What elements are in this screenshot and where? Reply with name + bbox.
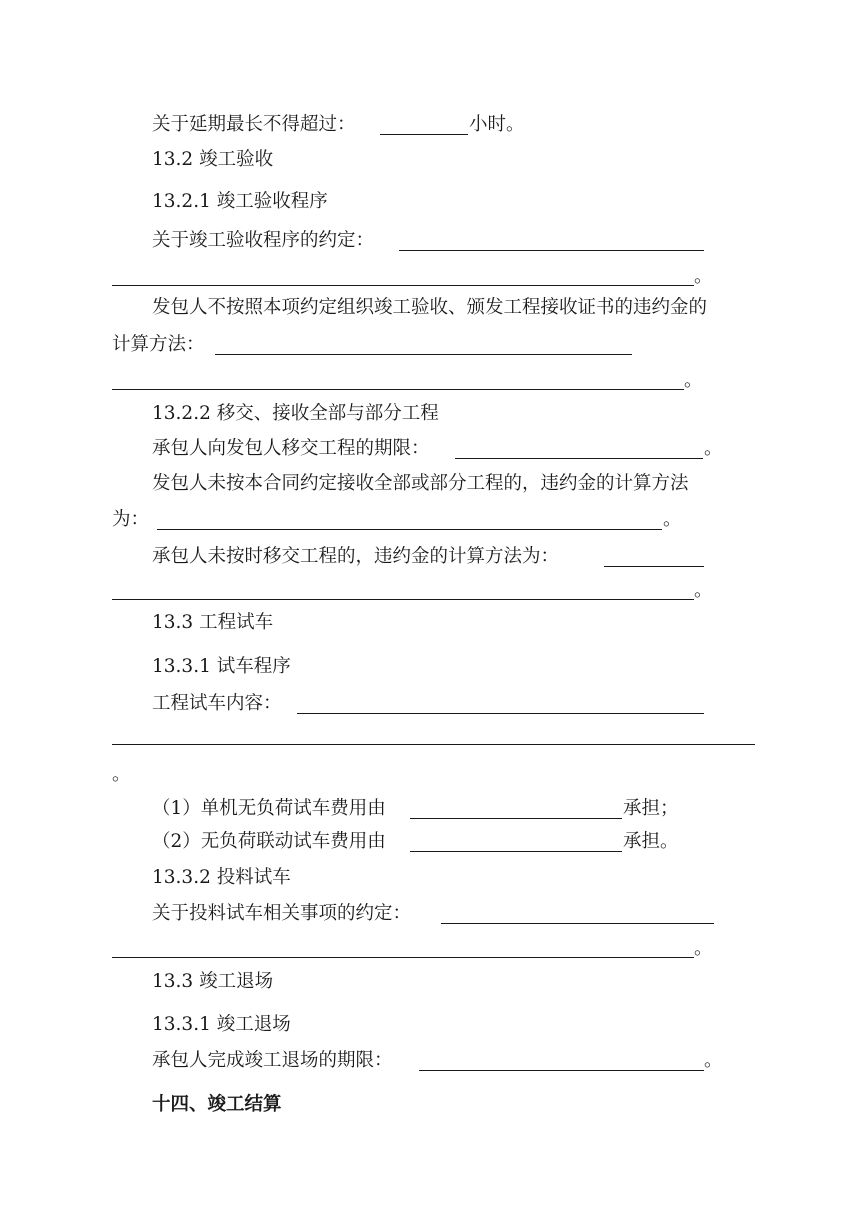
contractor-penalty-blank-2[interactable] — [112, 599, 694, 600]
exit-period-blank[interactable] — [419, 1070, 704, 1071]
material-test-blank-2[interactable] — [112, 957, 694, 958]
contractor-penalty-blank-1[interactable] — [604, 566, 704, 567]
section-13-3-heading: 13.3 工程试车 — [152, 612, 274, 633]
test-run-content-label: 工程试车内容： — [152, 693, 282, 714]
handover-period-label: 承包人向发包人移交工程的期限： — [152, 438, 430, 459]
linked-test-cost-suffix: 承担。 — [623, 831, 679, 852]
acceptance-procedure-blank-2[interactable] — [112, 285, 694, 286]
penalty-text-line1: 发包人不按照本项约定组织竣工验收、颁发工程接收证书的违约金的 — [152, 297, 708, 318]
material-test-label: 关于投料试车相关事项的约定： — [152, 903, 412, 924]
acceptance-procedure-label: 关于竣工验收程序的约定： — [152, 230, 375, 251]
contractor-penalty-label: 承包人未按时移交工程的，违约金的计算方法为： — [152, 546, 560, 567]
period-mark: 。 — [704, 1050, 723, 1071]
delay-limit-unit: 小时。 — [469, 114, 525, 135]
acceptance-procedure-blank-1[interactable] — [399, 250, 704, 251]
period-mark: 。 — [694, 938, 713, 959]
period-mark: 。 — [694, 266, 713, 287]
single-test-cost-blank[interactable] — [410, 818, 622, 819]
section-13-3-2-heading: 13.3.2 投料试车 — [152, 867, 291, 888]
penalty-method-blank-1[interactable] — [215, 354, 632, 355]
section-13-3-exit-heading: 13.3 竣工退场 — [152, 971, 274, 992]
single-test-cost-suffix: 承担； — [623, 798, 679, 819]
delay-limit-label: 关于延期最长不得超过： — [152, 114, 356, 135]
period-mark: 。 — [684, 370, 703, 391]
period-mark: 。 — [704, 438, 723, 459]
section-13-2-2-heading: 13.2.2 移交、接收全部与部分工程 — [152, 403, 439, 424]
delay-limit-blank[interactable] — [380, 134, 468, 135]
handover-period-blank[interactable] — [455, 458, 703, 459]
employer-penalty-line1: 发包人未按本合同约定接收全部或部分工程的，违约金的计算方法 — [152, 473, 689, 494]
section-13-2-heading: 13.2 竣工验收 — [152, 149, 274, 170]
period-mark: 。 — [694, 580, 713, 601]
section-13-2-1-heading: 13.2.1 竣工验收程序 — [152, 191, 328, 212]
employer-penalty-blank[interactable] — [157, 529, 662, 530]
linked-test-cost-label: （2）无负荷联动试车费用由 — [152, 831, 386, 852]
penalty-text-line2: 计算方法： — [112, 334, 205, 355]
chapter-14-heading: 十四、竣工结算 — [152, 1094, 282, 1115]
test-run-content-blank-1[interactable] — [297, 713, 704, 714]
linked-test-cost-blank[interactable] — [410, 851, 622, 852]
section-13-3-1-exit-heading: 13.3.1 竣工退场 — [152, 1014, 291, 1035]
employer-penalty-line2: 为： — [112, 509, 150, 530]
exit-period-label: 承包人完成竣工退场的期限： — [152, 1050, 393, 1071]
penalty-method-blank-2[interactable] — [112, 389, 684, 390]
period-mark: 。 — [663, 509, 682, 530]
single-test-cost-label: （1）单机无负荷试车费用由 — [152, 798, 386, 819]
material-test-blank-1[interactable] — [441, 923, 714, 924]
section-13-3-1-heading: 13.3.1 试车程序 — [152, 656, 291, 677]
period-mark: 。 — [112, 764, 131, 785]
test-run-content-blank-2[interactable] — [112, 744, 755, 745]
